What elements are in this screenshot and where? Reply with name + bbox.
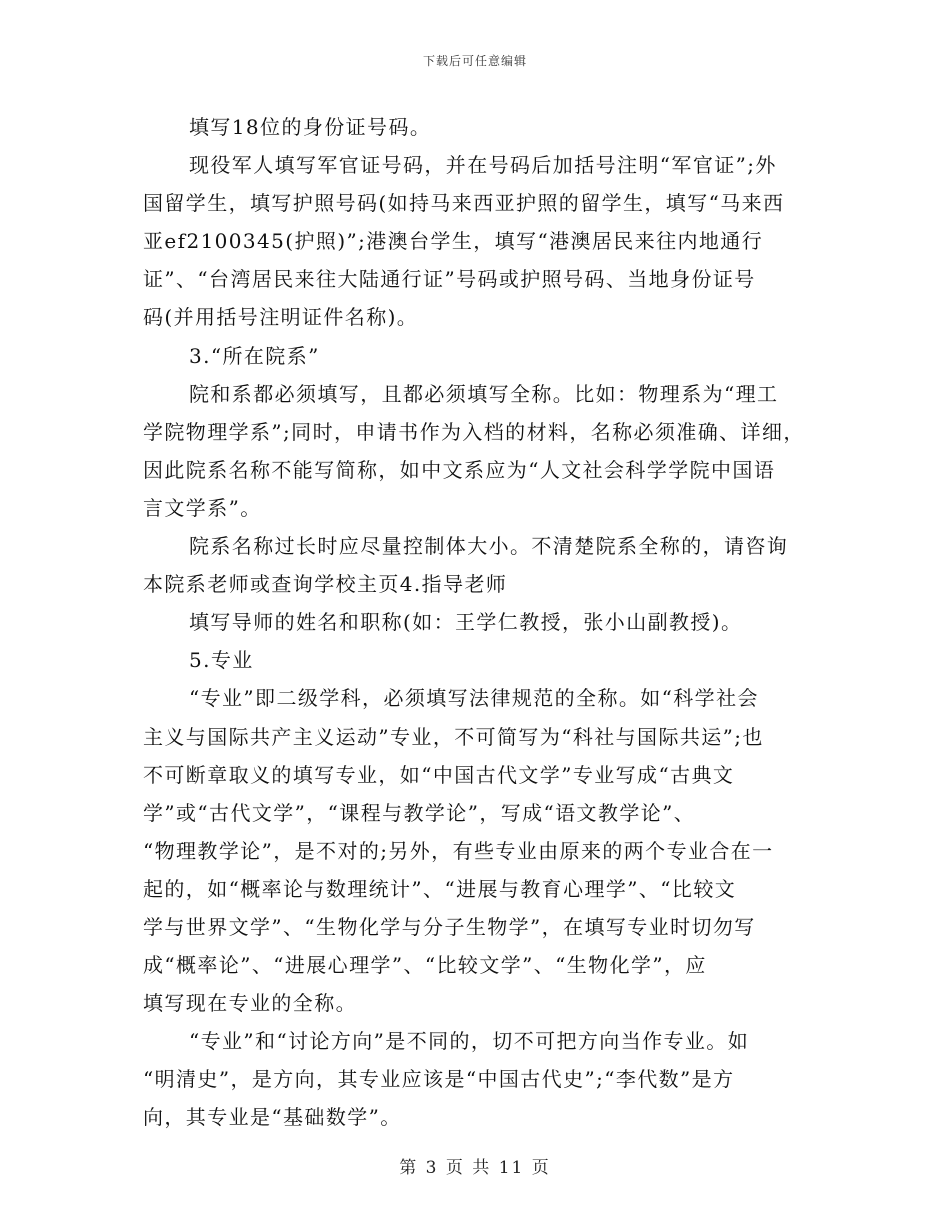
text-line: 本院系老师或查询学校主页4.指导老师 [143,572,508,597]
text-line: 言文学系”。 [143,495,262,520]
text-line: 因此院系名称不能写简称，如中文系应为“人文社会科学学院中国语 [143,457,776,482]
text-line: 现役军人填写军官证号码，并在号码后加括号注明“军官证”;外 [189,153,777,178]
page-footer: 第 3 页 共 11 页 [399,1158,551,1178]
text-line: 国留学生，填写护照号码(如持马来西亚护照的留学生，填写“马来西 [143,191,785,216]
text-line: 填写18位的身份证号码。 [189,115,432,139]
text-line: 起的，如“概率论与数理统计”、“进展与教育心理学”、“比较文 [143,876,737,901]
text-line: 向，其专业是“基础数学”。 [143,1105,402,1130]
text-line: “物理教学论”，是不对的;另外，有些专业由原来的两个专业合在一 [143,838,774,863]
text-line: 院和系都必须填写，且都必须填写全称。比如：物理系为“理工 [189,381,779,406]
text-line: 码(并用括号注明证件名称)。 [143,305,419,330]
text-line: 不可断章取义的填写专业，如“中国古代文学”专业写成“古典文 [143,762,735,787]
section-heading: 3.“所在院系” [189,343,320,368]
text-line: 学与世界文学”、“生物化学与分子生物学”，在填写专业时切勿写 [143,914,756,939]
text-line: 学”或“古代文学”，“课程与教学论”，写成“语文教学论”、 [143,800,696,825]
text-line: 亚ef2100345(护照)”;港澳台学生，填写“港澳居民来往内地通行 [143,229,764,254]
text-line: 院系名称过长时应尽量控制体大小。不清楚院系全称的，请咨询 [189,534,789,559]
text-line: “专业”和“讨论方向”是不同的，切不可把方向当作专业。如 [189,1029,750,1054]
text-line: 学院物理学系”;同时，申请书作为入档的材料，名称必须准确、详细， [143,419,805,444]
text-line: 填写现在专业的全称。 [143,991,357,1016]
text-line: 填写导师的姓名和职称(如：王学仁教授，张小山副教授)。 [189,610,743,635]
text-line: 成“概率论”、“进展心理学”、“比较文学”、“生物化学”，应 [143,953,707,978]
section-heading: 5.专业 [189,648,254,673]
document-body [143,108,815,1137]
text-line: “明清史”，是方向，其专业应该是“中国古代史”;“李代数”是方 [143,1067,735,1092]
page-header: 下载后可任意编辑 [422,54,527,68]
text-line: 主义与国际共产主义运动”专业，不可简写为“科社与国际共运”;也 [143,724,764,749]
text-line: 证”、“台湾居民来往大陆通行证”号码或护照号码、当地身份证号 [143,267,756,292]
text-line: “专业”即二级学科，必须填写法律规范的全称。如“科学社会 [189,686,759,711]
